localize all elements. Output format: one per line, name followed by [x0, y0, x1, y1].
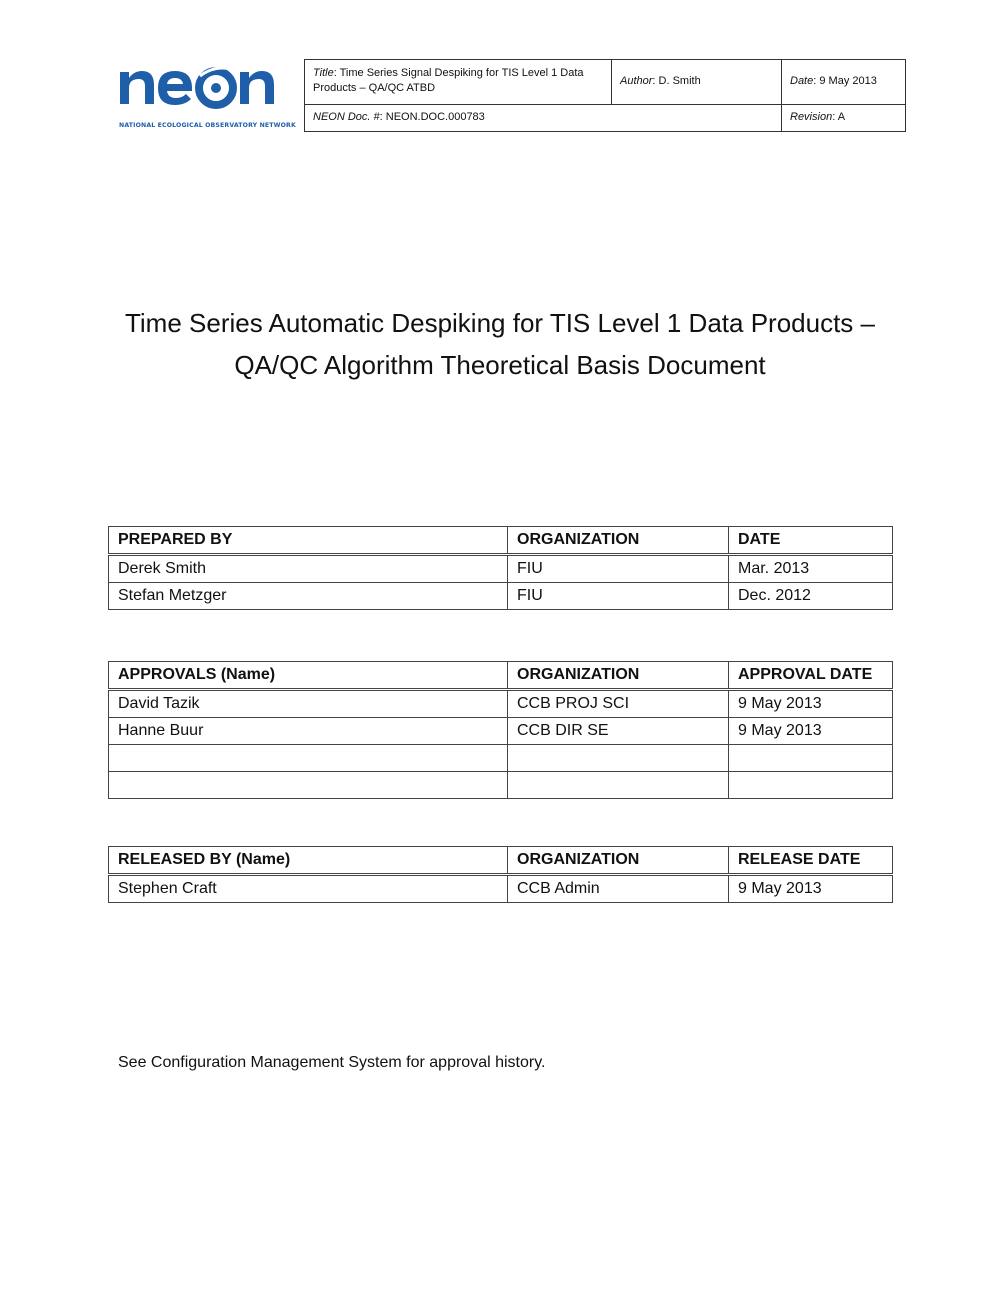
- header-author-cell: [612, 60, 782, 105]
- table-header: APPROVAL DATE: [729, 662, 893, 690]
- table-row: [109, 555, 893, 583]
- table-cell: CCB Admin: [508, 875, 729, 903]
- table-row: [109, 772, 893, 799]
- document-title: [80, 302, 920, 386]
- table-header: RELEASED BY (Name): [109, 847, 508, 875]
- table-header: ORGANIZATION: [508, 527, 729, 555]
- table-cell: [508, 772, 729, 799]
- table-cell: Derek Smith: [109, 555, 508, 583]
- title-label: Title: [313, 67, 334, 80]
- document-title-line-2: QA/QC Algorithm Theoretical Basis Document: [234, 350, 766, 380]
- table-cell: [109, 772, 508, 799]
- table-cell: [729, 745, 893, 772]
- date-label: Date: [790, 75, 814, 88]
- table-header: RELEASE DATE: [729, 847, 893, 875]
- date-value: : 9 May 2013: [813, 75, 877, 88]
- document-header-table: [304, 59, 906, 132]
- author-value: : D. Smith: [652, 75, 701, 88]
- table-header: PREPARED BY: [109, 527, 508, 555]
- table-cell: 9 May 2013: [729, 718, 893, 745]
- table-cell: 9 May 2013: [729, 875, 893, 903]
- header-date-cell: [782, 60, 906, 105]
- table-cell: Dec. 2012: [729, 583, 893, 610]
- revision-value: : A: [832, 111, 846, 124]
- title-value: : Time Series Signal Despiking for TIS Level 1 Data Products – QA/QC ATBD: [313, 67, 584, 95]
- table-row: [109, 583, 893, 610]
- header-revision-cell: [782, 104, 906, 131]
- table-cell: 9 May 2013: [729, 690, 893, 718]
- table-row: [109, 875, 893, 903]
- table-cell: David Tazik: [109, 690, 508, 718]
- table-cell: [508, 745, 729, 772]
- docnum-label: NEON Doc. #: [313, 111, 380, 124]
- table-cell: Stefan Metzger: [109, 583, 508, 610]
- table-header: ORGANIZATION: [508, 847, 729, 875]
- table-row: [109, 718, 893, 745]
- table-cell: CCB PROJ SCI: [508, 690, 729, 718]
- neon-logo: [116, 58, 296, 134]
- table-cell: [729, 772, 893, 799]
- header-title-cell: [305, 60, 612, 105]
- released-by-table: [108, 846, 893, 903]
- table-row: [109, 690, 893, 718]
- table-cell: FIU: [508, 555, 729, 583]
- table-row: [109, 745, 893, 772]
- header-docnum-cell: [305, 104, 782, 131]
- table-cell: CCB DIR SE: [508, 718, 729, 745]
- table-cell: Mar. 2013: [729, 555, 893, 583]
- docnum-value: : NEON.DOC.000783: [379, 111, 485, 124]
- prepared-by-table: [108, 526, 893, 610]
- revision-label: Revision: [790, 111, 833, 124]
- neon-wordmark: [116, 58, 292, 120]
- approval-history-note: See Configuration Management System for approval history.: [118, 1054, 546, 1071]
- table-cell: Stephen Craft: [109, 875, 508, 903]
- table-header: ORGANIZATION: [508, 662, 729, 690]
- document-title-line-1: Time Series Automatic Despiking for TIS Level 1 Data Products –: [124, 308, 875, 338]
- table-cell: Hanne Buur: [109, 718, 508, 745]
- table-header: APPROVALS (Name): [109, 662, 508, 690]
- table-cell: [109, 745, 508, 772]
- logo-tagline: NATIONAL ECOLOGICAL OBSERVATORY NETWORK: [119, 122, 296, 129]
- table-header: DATE: [729, 527, 893, 555]
- approvals-table: [108, 661, 893, 799]
- table-cell: FIU: [508, 583, 729, 610]
- author-label: Author: [620, 75, 653, 88]
